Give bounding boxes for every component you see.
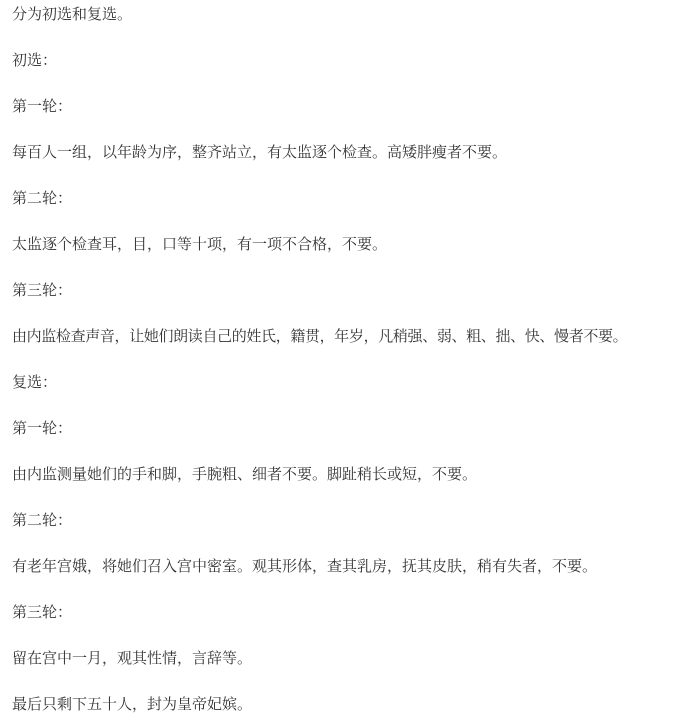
final-selection-heading: 复选： xyxy=(12,373,58,391)
final-round-2-text: 有老年宫娥，将她们召入宫中密室。观其形体，查其乳房，抚其皮肤，稍有失者，不要。 xyxy=(12,557,598,575)
preliminary-round-1-heading: 第一轮： xyxy=(12,97,73,115)
preliminary-round-3-heading: 第三轮： xyxy=(12,281,73,299)
conclusion-paragraph: 最后只剩下五十人，封为皇帝妃嫔。 xyxy=(12,695,253,713)
preliminary-round-2-heading: 第二轮： xyxy=(12,189,73,207)
intro-paragraph: 分为初选和复选。 xyxy=(12,5,133,23)
preliminary-round-1-text: 每百人一组，以年龄为序，整齐站立，有太监逐个检查。高矮胖瘦者不要。 xyxy=(12,143,508,161)
final-round-1-heading: 第一轮： xyxy=(12,419,73,437)
final-round-1-text: 由内监测量她们的手和脚，手腕粗、细者不要。脚趾稍长或短，不要。 xyxy=(12,465,478,483)
final-round-3-text: 留在宫中一月，观其性情，言辞等。 xyxy=(12,649,253,667)
final-round-3-heading: 第三轮： xyxy=(12,603,73,621)
preliminary-round-3-text: 由内监检查声音，让她们朗读自己的姓氏，籍贯，年岁，凡稍强、弱、粗、拙、快、慢者不要。 xyxy=(12,327,628,345)
preliminary-round-2-text: 太监逐个检查耳，目，口等十项，有一项不合格，不要。 xyxy=(12,235,388,253)
preliminary-heading: 初选： xyxy=(12,51,58,69)
final-round-2-heading: 第二轮： xyxy=(12,511,73,529)
